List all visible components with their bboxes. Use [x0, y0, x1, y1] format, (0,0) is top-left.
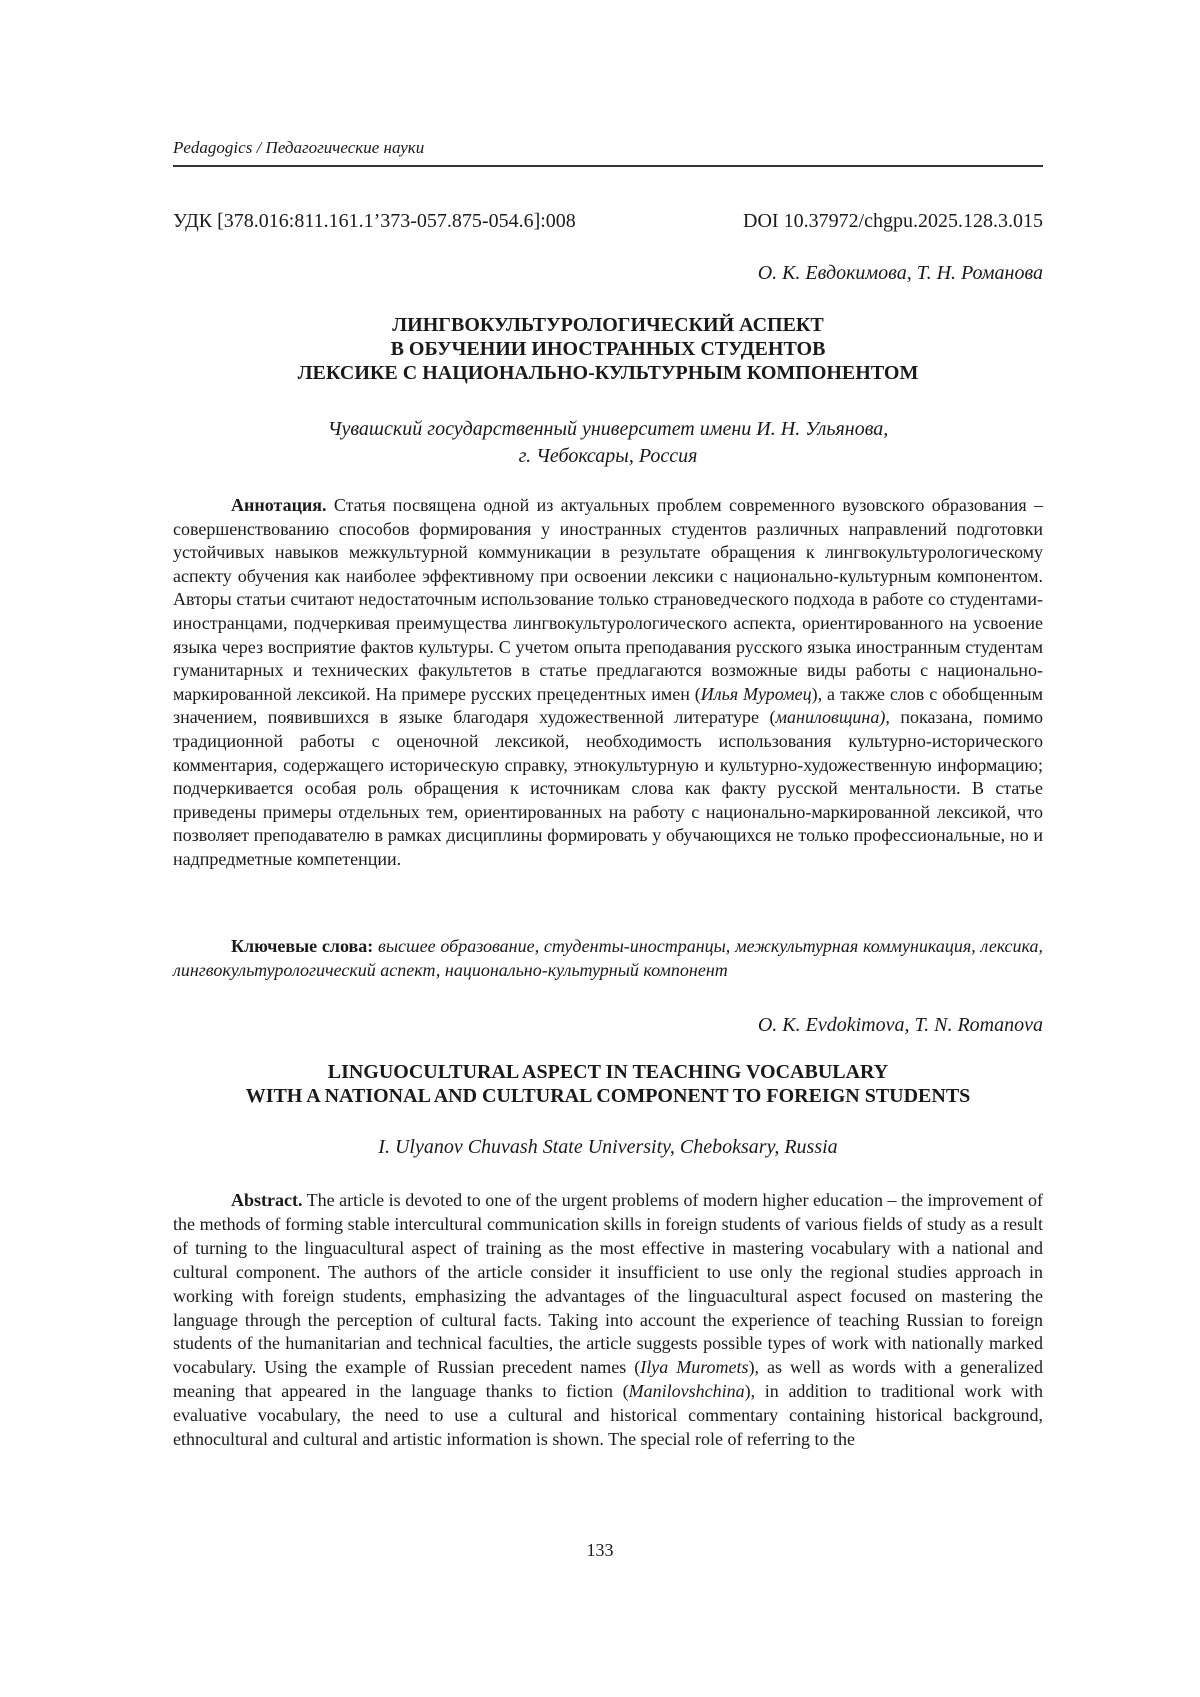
title-ru-line: ЛЕКСИКЕ С НАЦИОНАЛЬНО-КУЛЬТУРНЫМ КОМПОНЕНТОМ [297, 362, 919, 384]
header-divider [173, 165, 1043, 167]
abstract-text: ), as well as words with a generalized meaning that appeared in the language thanks to fiction ( [173, 1357, 1043, 1402]
title-ru-line: ЛИНГВОКУЛЬТУРОЛОГИЧЕСКИЙ АСПЕКТ [392, 314, 824, 336]
affiliation-ru [173, 416, 1043, 470]
doi: DOI 10.37972/chgpu.2025.128.3.015 [743, 210, 1043, 232]
abstract-italic-term: Manilovshchina [628, 1381, 745, 1402]
abstract-label: Abstract. [231, 1190, 303, 1210]
annotation-text: Статья посвящена одной из актуальных проблем современного вузовского образования – совершенствованию способов формирования у иностранных студентов различных направлений подготовки устойчивых навыков межкультурной коммуникации в результате обращения к лингвокультурологическому аспекту обучения как наиболее эффективному при освоении лексики с национально-культурным компонентом. Авторы статьи считают недостаточным использование только страноведческого подхода в работе со студентами-иностранцами, подчеркивая преимущества лингвокультурологического аспекта, ориентированного на усвоение языка через восприятие фактов культуры. С учетом опыта преподавания русского языка иностранным студентам гуманитарных и технических факультетов в статье предлагаются возможные виды работы с национально-маркированной лексикой. На примере русских прецедентных имен ( [173, 495, 1043, 704]
annotation-italic-term: маниловщина) [775, 707, 886, 728]
abstract-en [173, 1189, 1043, 1452]
annotation-ru [173, 494, 1043, 872]
abstract-text: ), in addition to traditional work with evaluative vocabulary, the need to use a cultural and historical commentary containing historical background, ethnocultural and cultural and artistic information is shown. The special role of referring to the [173, 1381, 1043, 1450]
annotation-label: Аннотация. [231, 495, 327, 515]
title-en-line: LINGUOCULTURAL ASPECT IN TEACHING VOCABULARY [327, 1061, 889, 1083]
page-number: 133 [586, 1540, 614, 1560]
abstract-text: The article is devoted to one of the urgent problems of modern higher education – the improvement of the methods of forming stable intercultural communication skills in foreign students of various fields of study as a result of turning to the linguacultural aspect of training as the most effective in mastering vocabulary with a national and cultural component. The authors of the article consider it insufficient to use only the regional studies approach in working with foreign students, emphasizing the advantages of the linguacultural aspect focused on mastering the language through the perception of cultural facts. Taking into account the experience of teaching Russian to foreign students of the humanitarian and technical faculties, the article suggests possible types of work with nationally marked vocabulary. Using the example of Russian precedent names ( [173, 1190, 1043, 1378]
affiliation-ru-line: Чувашский государственный университет имени И. Н. Ульянова, [327, 418, 889, 440]
annotation-text: , показана, помимо традиционной работы с оценочной лексикой, необходимость использования культурно-исторического комментария, содержащего историческую справку, этнокультурную и культурно-художественную информацию; подчеркивается особая роль обращения к источникам слова как факту русской ментальности. В статье приведены примеры отдельных тем, ориентированных на работу с национально-маркированной лексикой, что позволяет преподавателю в рамках дисциплины формировать у обучающихся не только профессиональные, но и надпредметные компетенции. [173, 707, 1043, 869]
title-ru [173, 313, 1043, 385]
affiliation-ru-line: г. Чебоксары, Россия [518, 445, 698, 467]
keywords-text: высшее образование, студенты-иностранцы, межкультурная коммуникация, лексика, лингвокультурологический аспект, национально-культурный компонент [173, 936, 1044, 980]
authors-ru: О. К. Евдокимова, Т. Н. Романова [757, 262, 1043, 284]
affiliation-en: I. Ulyanov Chuvash State University, Cheboksary, Russia [378, 1136, 838, 1158]
running-header: Pedagogics / Педагогические науки [173, 138, 425, 157]
title-en [173, 1060, 1043, 1108]
title-ru-line: В ОБУЧЕНИИ ИНОСТРАННЫХ СТУДЕНТОВ [390, 338, 826, 360]
annotation-italic-name: Илья Муромец [700, 683, 812, 704]
udc-code: УДК [378.016:811.161.1’373-057.875-054.6]:008 [173, 210, 576, 232]
article-identifiers [173, 210, 1043, 233]
annotation-text: ), а также слов с обобщенным значением, появившихся в языке благодаря художественной литературе ( [173, 683, 1044, 728]
keywords-label: Ключевые слова: [231, 936, 374, 956]
abstract-italic-name: Ilya Muromets [640, 1357, 749, 1378]
title-en-line: WITH A NATIONAL AND CULTURAL COMPONENT TO FOREIGN STUDENTS [245, 1085, 971, 1107]
keywords-ru [173, 935, 1043, 982]
authors-en: O. K. Evdokimova, T. N. Romanova [757, 1014, 1043, 1036]
